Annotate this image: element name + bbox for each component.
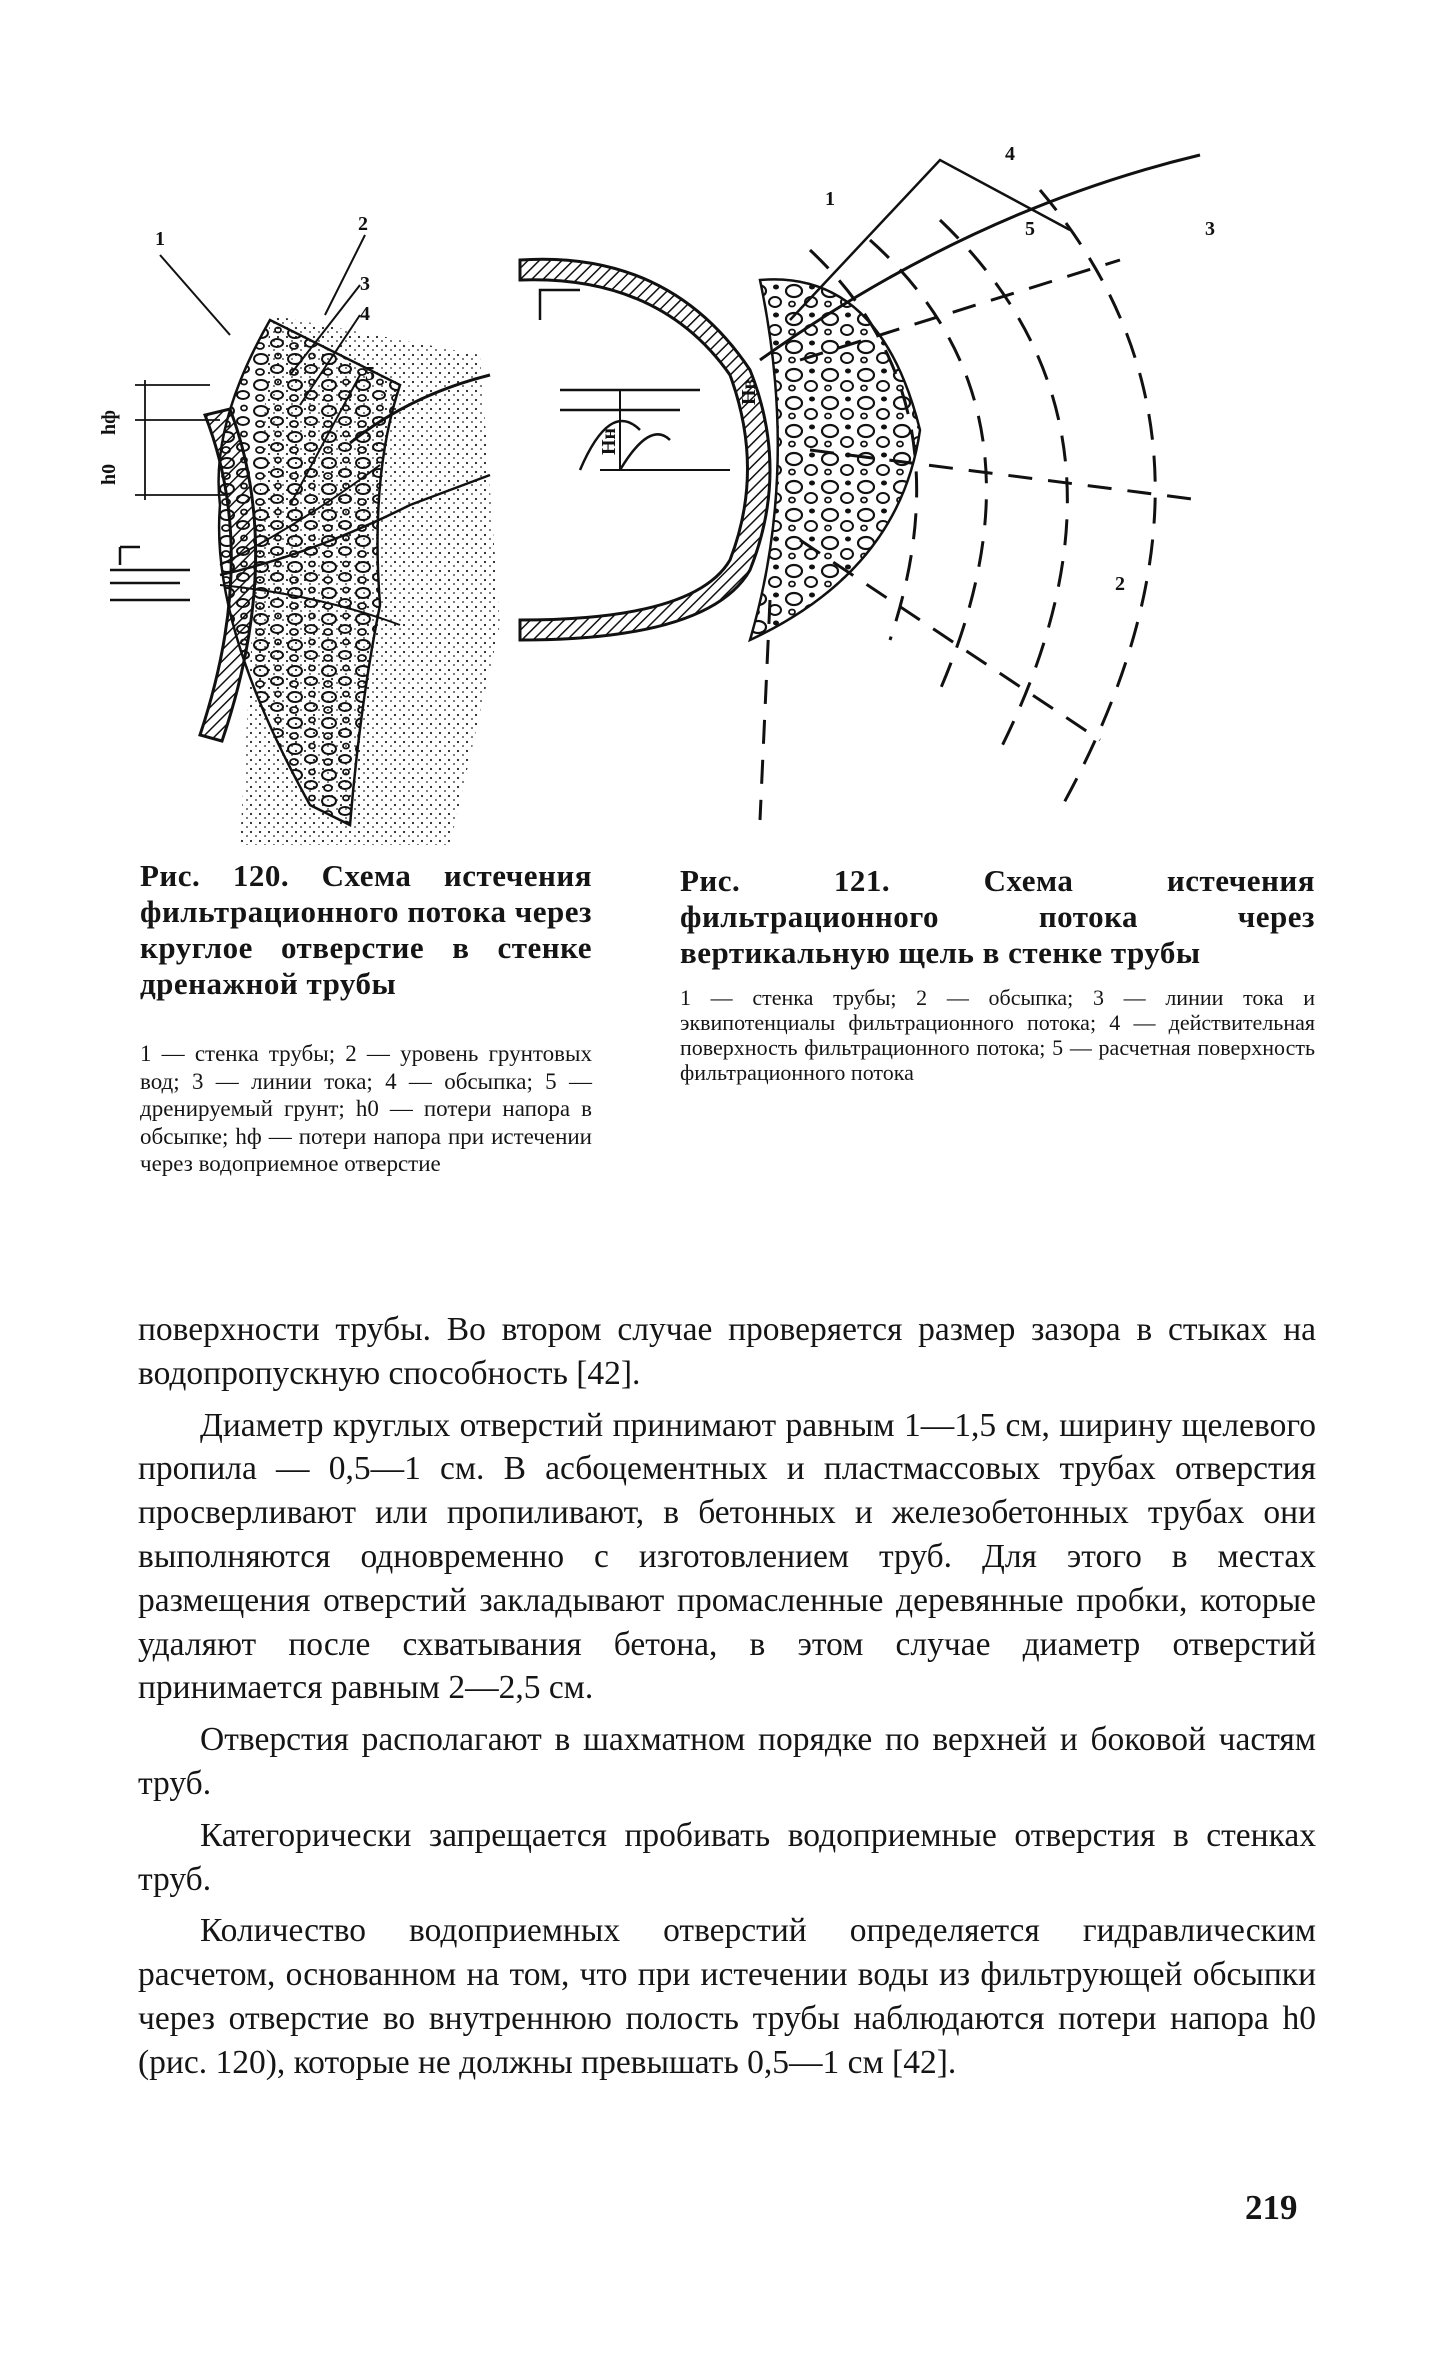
- fig121-label-5: 5: [1025, 218, 1035, 240]
- page-number: 219: [1245, 2188, 1298, 2227]
- fig121-label-2: 2: [1115, 573, 1125, 595]
- figure-121-caption-title: Рис. 121. Схема истечения фильтрационного потока через вертикальную щель в стенке трубы: [680, 863, 1315, 970]
- figure-121-diagram: [598, 143, 1340, 830]
- fig121-label-hn: Hн: [598, 427, 620, 455]
- fig121-label-hv: Hв: [738, 378, 760, 405]
- fig121-label-4: 4: [1005, 143, 1015, 165]
- paragraph-2: Диаметр круглых отверстий принимают равным 1—1,5 см, ширину щелевого пропила — 0,5—1 см. В асбоцементных и пластмассовых трубах отверстия просверливают или пропиливают, в бетонных и железобетонных трубах они выполняются одновременно с изготовлением труб. Для этого в местах размещения отверстий закладывают промасленные деревянные пробки, которые удаляют после схватывания бетона, в этом случае диаметр отверстий принимается равным 2—2,5 см.: [138, 1406, 1316, 1707]
- fig121-label-3: 3: [1205, 218, 1215, 240]
- fig120-label-1: 1: [155, 228, 165, 250]
- paragraph-3: Отверстия располагают в шахматном порядке по верхней и боковой частям труб.: [138, 1721, 1316, 1802]
- fig121-label-1: 1: [825, 188, 835, 210]
- paragraph-1: поверхности трубы. Во втором случае проверяется размер зазора в стыках на водопропускную способность [42].: [138, 1311, 1316, 1392]
- fig120-label-3: 3: [360, 273, 370, 295]
- fig120-label-5: 5: [365, 363, 375, 385]
- figure-120-caption-title: Рис. 120. Схема истечения фильтрационного потока через круглое отверстие в стенке дренажной трубы: [140, 858, 592, 1001]
- figure-120-diagram: [98, 213, 580, 855]
- figure-121-caption-legend: 1 — стенка трубы; 2 — обсыпка; 3 — линии тока и эквипотенциалы фильтрационного потока; 4 — действительная поверхность фильтрационного потока; 5 — расчетная поверхность фильтрационного потока: [680, 985, 1315, 1085]
- fig120-label-4: 4: [360, 303, 370, 325]
- fig120-label-2: 2: [358, 213, 368, 235]
- body-text: [138, 1308, 1316, 2085]
- fig120-label-h0: h0: [98, 463, 120, 485]
- figure-120-caption-legend: 1 — стенка трубы; 2 — уровень грунтовых вод; 3 — линии тока; 4 — обсыпка; 5 — дренируемый грунт; h0 — потери напора в обсыпке; hф — потери напора при истечении через водоприемное отверстие: [140, 1041, 592, 1176]
- paragraph-5: Количество водоприемных отверстий определяется гидравлическим расчетом, основанном на том, что при истечении воды из фильтрующей обсыпки через отверстие во внутреннюю полость трубы наблюдаются потери напора h0 (рис. 120), которые не должны превышать 0,5—1 см [42].: [138, 1912, 1316, 2081]
- fig120-label-hf: hф: [98, 410, 120, 435]
- paragraph-4: Категорически запрещается пробивать водоприемные отверстия в стенках труб.: [138, 1816, 1316, 1898]
